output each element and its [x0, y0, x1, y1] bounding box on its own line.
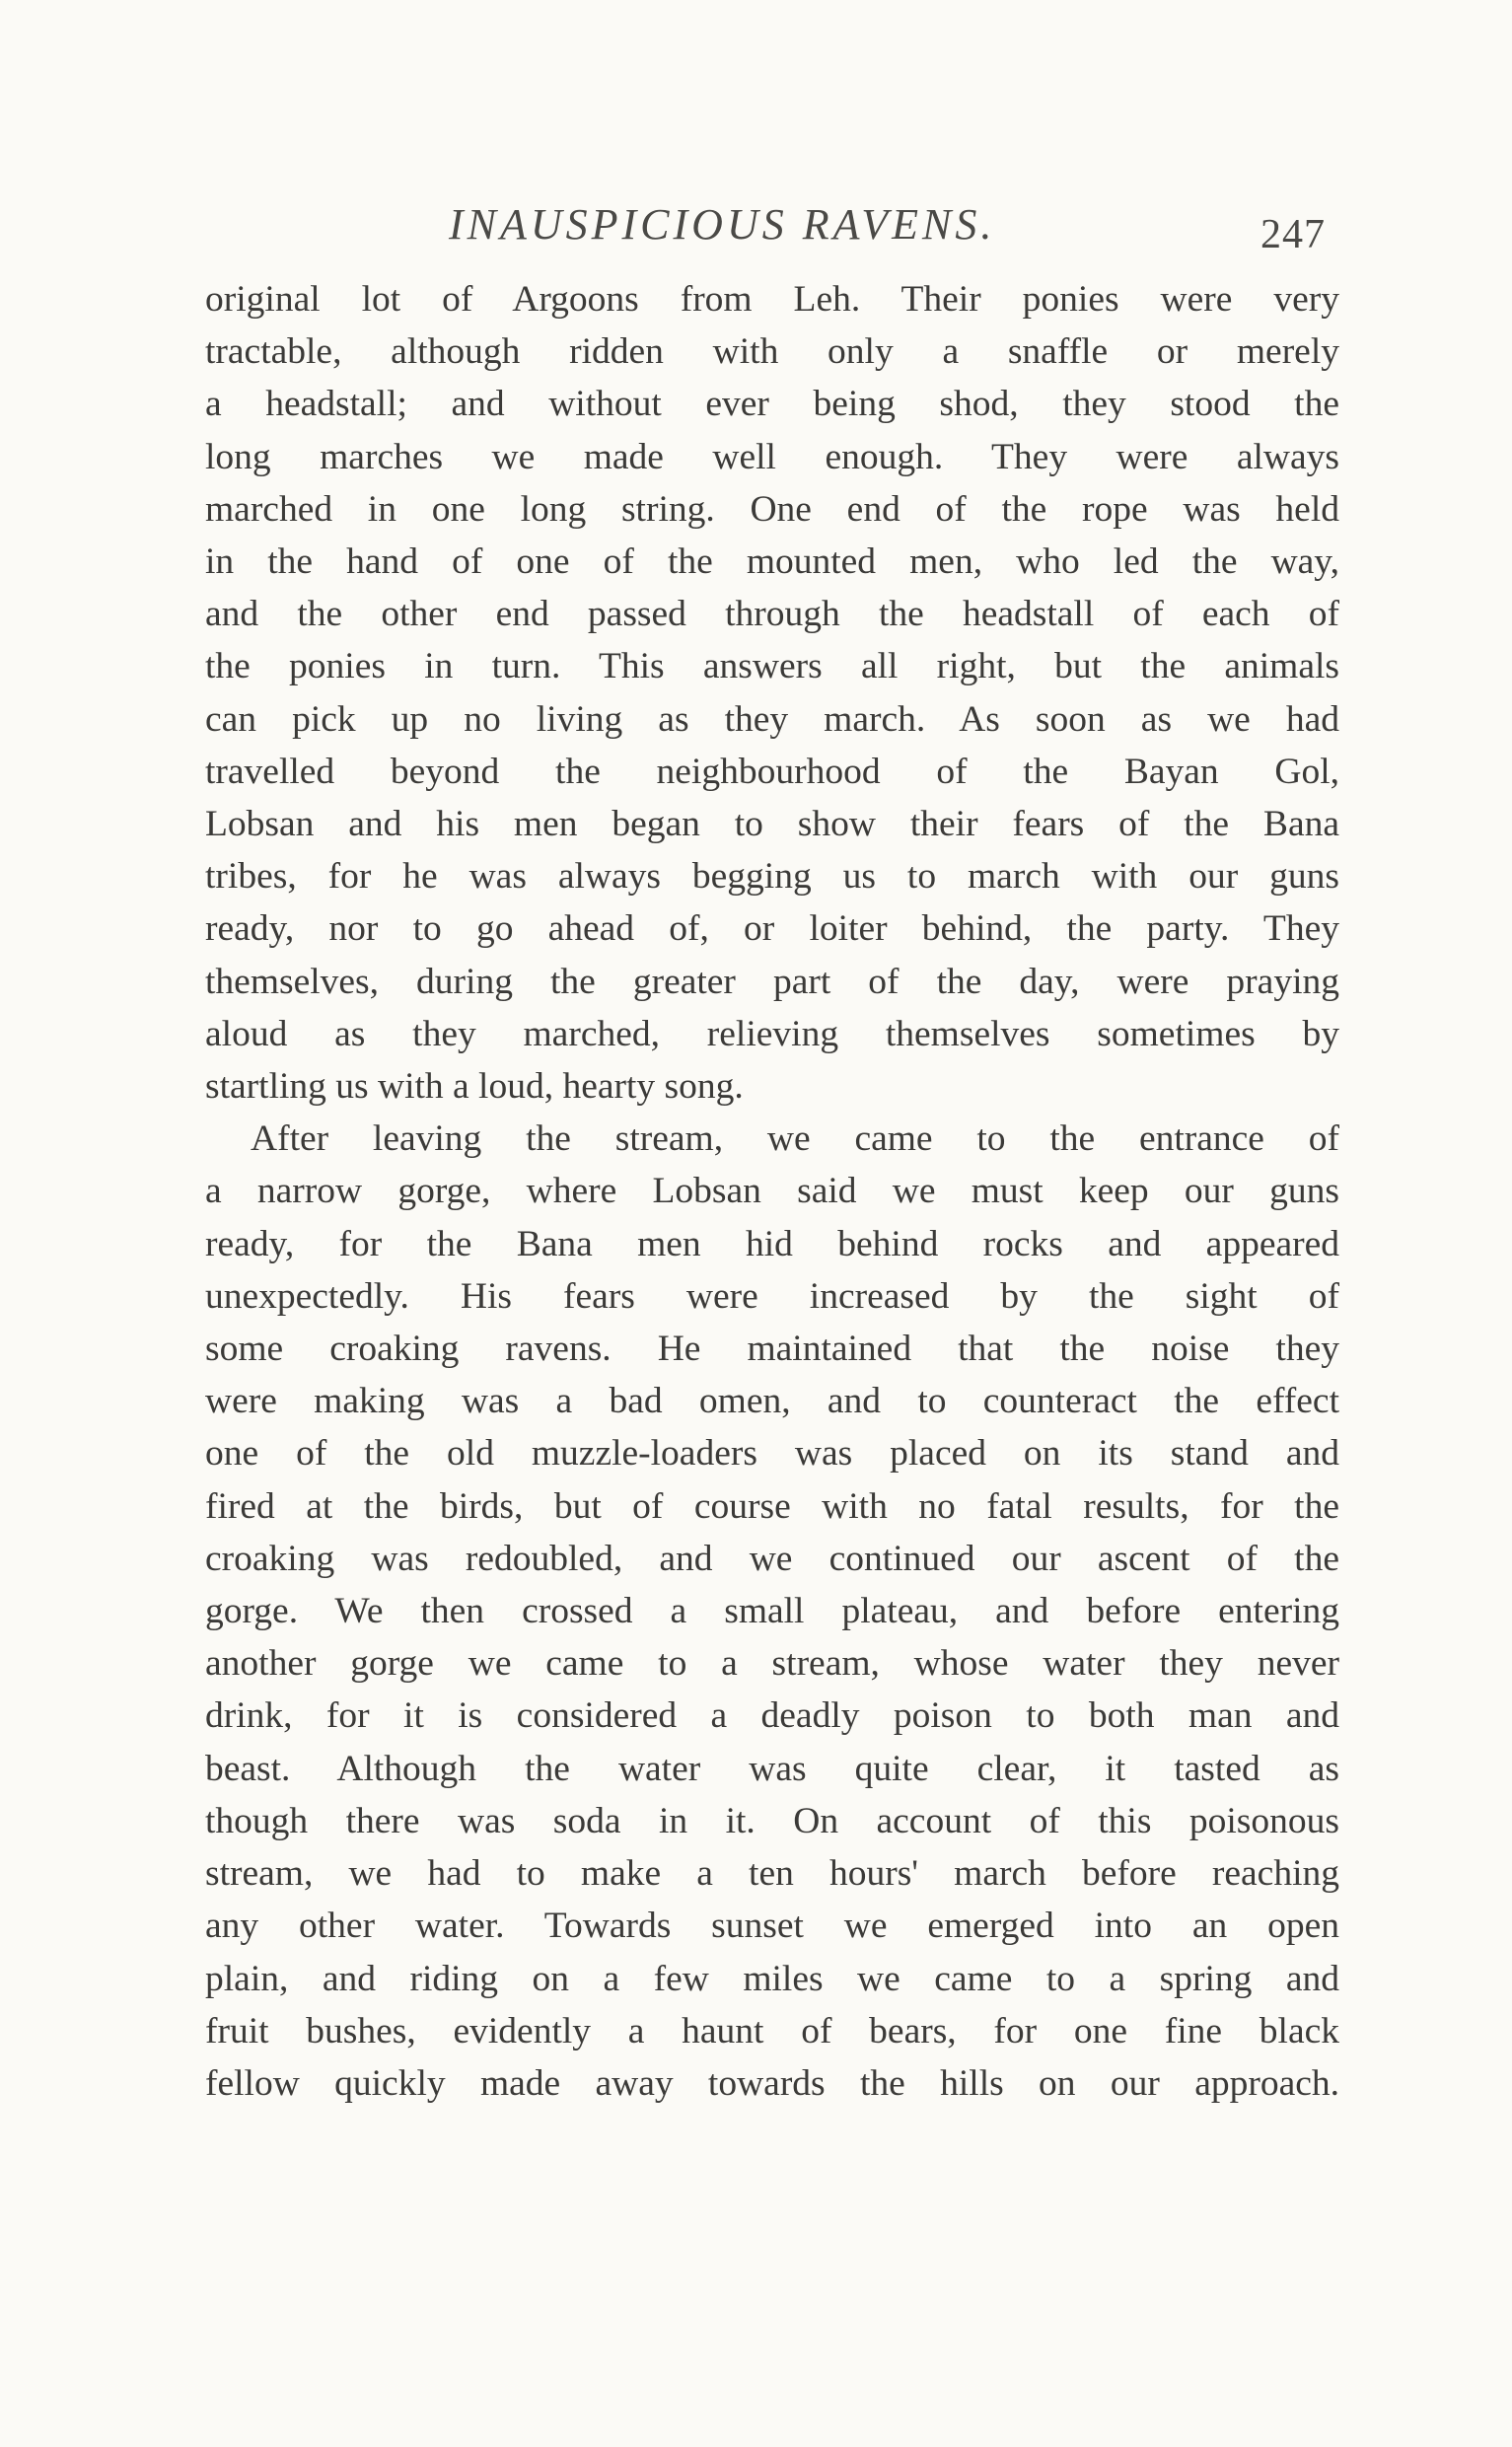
running-head	[205, 193, 1339, 264]
text-line: a headstall; and without ever being shod, they stood the	[205, 384, 1339, 425]
text-line: plain, and riding on a few miles we came to a spring and	[205, 1958, 1339, 1999]
page-number: 247	[1260, 212, 1326, 257]
text-line: croaking was redoubled, and we continued our ascent of the	[205, 1538, 1339, 1579]
text-line: fired at the birds, but of course with no fatal results, for the	[205, 1485, 1339, 1527]
text-line: original lot of Argoons from Leh. Their ponies were very	[205, 279, 1339, 320]
text-line: aloud as they marched, relieving themselves sometimes by	[205, 1013, 1339, 1054]
text-line: were making was a bad omen, and to counteract the effect	[205, 1381, 1339, 1422]
text-line: in the hand of one of the mounted men, who led the way,	[205, 541, 1339, 583]
text-line: travelled beyond the neighbourhood of the Bayan Gol,	[205, 751, 1339, 792]
text-line: though there was soda in it. On account of this poisonous	[205, 1800, 1339, 1841]
text-line: fruit bushes, evidently a haunt of bears, for one fine black	[205, 2010, 1339, 2051]
text-line: tribes, for he was always begging us to march with our guns	[205, 856, 1339, 898]
paragraph-2	[205, 1113, 1339, 2110]
text-line: marched in one long string. One end of the rope was held	[205, 488, 1339, 530]
text-line: fellow quickly made away towards the hills on our approach.	[205, 2062, 1339, 2104]
text-line: ready, nor to go ahead of, or loiter behind, the party. They	[205, 908, 1339, 950]
text-line: beast. Although the water was quite clear, it tasted as	[205, 1748, 1339, 1789]
text-line: drink, for it is considered a deadly poison to both man and	[205, 1695, 1339, 1737]
text-line: unexpectedly. His fears were increased by the sight of	[205, 1275, 1339, 1317]
text-line: Lobsan and his men began to show their fears of the Bana	[205, 804, 1339, 845]
text-line: and the other end passed through the headstall of each of	[205, 594, 1339, 635]
text-line: After leaving the stream, we came to the entrance of	[251, 1118, 1339, 1160]
text-line: can pick up no living as they march. As soon as we had	[205, 698, 1339, 740]
text-line: some croaking ravens. He maintained that the noise they	[205, 1329, 1339, 1370]
paragraph-1	[205, 273, 1339, 1113]
text-line: one of the old muzzle-loaders was placed on its stand and	[205, 1433, 1339, 1475]
text-line: any other water. Towards sunset we emerged into an open	[205, 1906, 1339, 1947]
running-title: INAUSPICIOUS RAVENS.	[449, 200, 996, 249]
text-line: startling us with a loud, hearty song.	[205, 1066, 744, 1108]
text-line: stream, we had to make a ten hours' march before reaching	[205, 1853, 1339, 1895]
body-text	[205, 273, 1339, 2110]
text-line: themselves, during the greater part of the day, were praying	[205, 961, 1339, 1002]
text-line: long marches we made well enough. They were always	[205, 436, 1339, 477]
text-line: ready, for the Bana men hid behind rocks and appeared	[205, 1223, 1339, 1264]
text-line: a narrow gorge, where Lobsan said we must keep our guns	[205, 1171, 1339, 1212]
text-line: tractable, although ridden with only a snaffle or merely	[205, 331, 1339, 373]
text-line: gorge. We then crossed a small plateau, and before entering	[205, 1591, 1339, 1632]
text-line: another gorge we came to a stream, whose water they never	[205, 1643, 1339, 1685]
text-line: the ponies in turn. This answers all right, but the animals	[205, 646, 1339, 687]
